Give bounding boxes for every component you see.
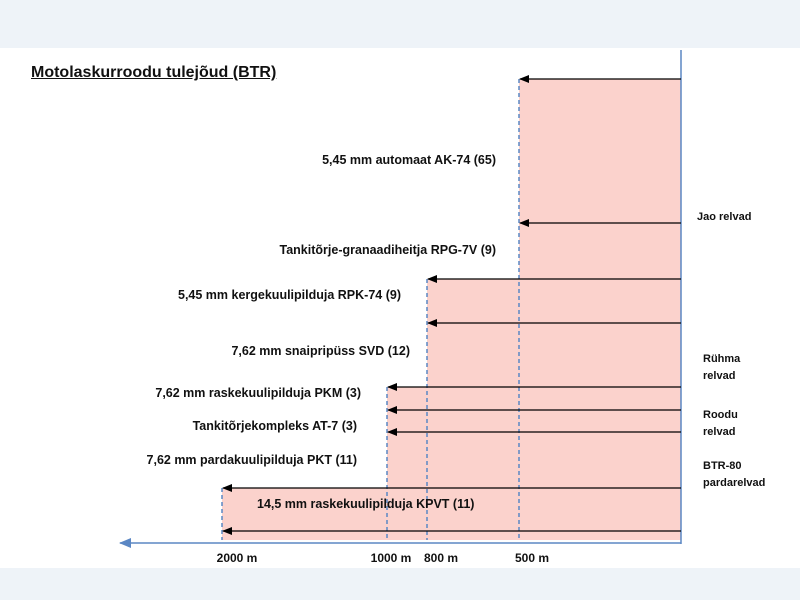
- slide-title: Motolaskurroodu tulejõud (BTR): [31, 64, 277, 81]
- group-label-btr80: BTR-80 pardarelvad: [703, 460, 766, 489]
- range-fill-areas: [222, 79, 681, 540]
- weapon-label-rpg7v: Tankitõrje-granaadiheitja RPG-7V (9): [279, 243, 496, 257]
- weapon-label-rpk74: 5,45 mm kergekuulipilduja RPK-74 (9): [178, 288, 401, 302]
- weapon-label-kpvt: 14,5 mm raskekuulipilduja KPVT (11): [257, 497, 475, 511]
- range-label-500: 500 m: [514, 551, 550, 565]
- weapon-label-svd: 7,62 mm snaipripüss SVD (12): [231, 344, 410, 358]
- group-label-ruhma: Rühma relvad: [703, 353, 741, 382]
- range-label-2000: 2000 m: [216, 551, 258, 565]
- group-label-jao: Jao relvad: [697, 211, 752, 223]
- weapon-label-pkt: 7,62 mm pardakuulipilduja PKT (11): [146, 453, 357, 467]
- weapon-label-ak74: 5,45 mm automaat AK-74 (65): [322, 153, 496, 167]
- range-label-800: 800 m: [423, 551, 459, 565]
- weapon-label-at7: Tankitõrjekompleks AT-7 (3): [192, 419, 357, 433]
- weapon-label-pkm: 7,62 mm raskekuulipilduja PKM (3): [155, 386, 361, 400]
- group-label-roodu: Roodu relvad: [703, 409, 738, 438]
- range-label-1000: 1000 m: [370, 551, 412, 565]
